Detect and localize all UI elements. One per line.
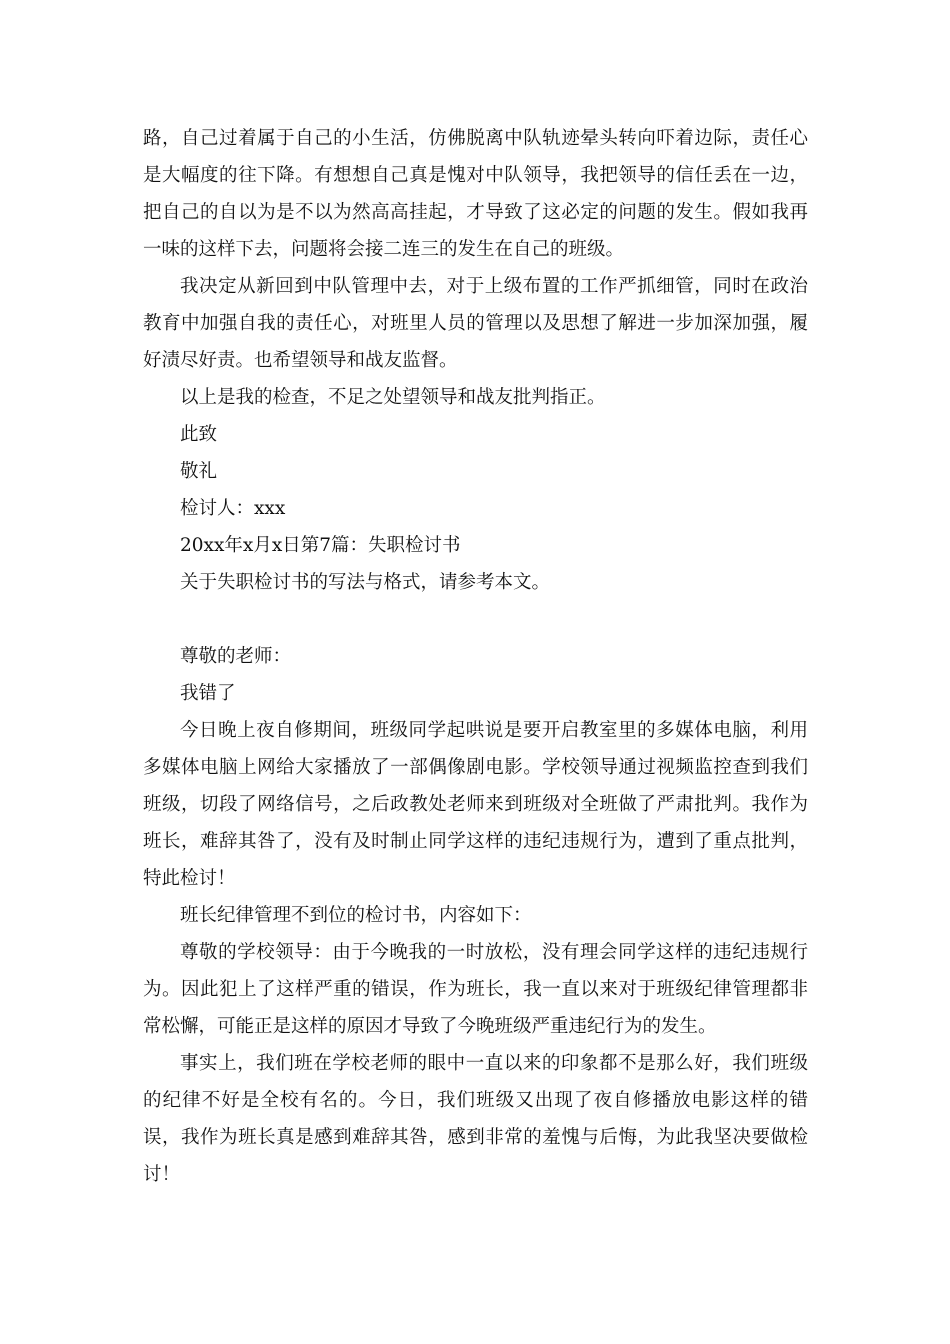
paragraph-to-school-leaders: 尊敬的学校领导：由于今晚我的一时放松，没有理会同学这样的违纪违规行为。因此犯上了这样严重的错误，作为班长，我一直以来对于班级纪律管理都非常松懈，可能正是这样的原因才导致了今晚班级严重违纪行为的发生。 <box>143 942 808 1037</box>
salutation-cizhi: 此致 <box>180 424 218 445</box>
document-body <box>143 120 808 1193</box>
paragraph-incident: 今日晚上夜自修期间，班级同学起哄说是要开启教室里的多媒体电脑，利用多媒体电脑上网给大家播放了一部偶像剧电影。学校领导通过视频监控查到我们班级，切段了网络信号，之后政教处老师来到班级对全班做了严肃批判。我作为班长，难辞其咎了，没有及时制止同学这样的违纪违规行为，遭到了重点批判，特此检讨！ <box>143 720 808 889</box>
statement-wrong: 我错了 <box>180 683 236 704</box>
section-intro: 关于失职检讨书的写法与格式，请参考本文。 <box>180 572 551 593</box>
signature-line: 检讨人：xxx <box>180 498 286 519</box>
paragraph-closing-request: 以上是我的检查，不足之处望领导和战友批判指正。 <box>180 387 606 408</box>
paragraph-in-fact: 事实上，我们班在学校老师的眼中一直以来的印象都不是那么好，我们班级的纪律不好是全校有名的。今日，我们班级又出现了夜自修播放电影这样的错误，我作为班长真是感到难辞其咎，感到非常的羞愧与后悔，为此我坚决要做检讨！ <box>143 1053 808 1185</box>
paragraph-subtitle: 班长纪律管理不到位的检讨书，内容如下： <box>180 905 532 926</box>
paragraph-continuation: 路，自己过着属于自己的小生活，仿佛脱离中队轨迹晕头转向吓着边际，责任心是大幅度的往下降。有想想自己真是愧对中队领导，我把领导的信任丢在一边，把自己的自以为是不以为然高高挂起，才导致了这必定的问题的发生。假如我再一味的这样下去，问题将会接二连三的发生在自己的班级。 <box>143 128 808 260</box>
paragraph-decision: 我决定从新回到中队管理中去，对于上级布置的工作严抓细管，同时在政治教育中加强自我的责任心，对班里人员的管理以及思想了解进一步加深加强，履好渍尽好责。也希望领导和战友监督。 <box>143 276 808 371</box>
blank-line <box>143 601 808 638</box>
date-and-section-title: 20xx年x月x日第7篇：失职检讨书 <box>180 535 461 556</box>
greeting-teacher: 尊敬的老师： <box>180 646 292 667</box>
salutation-jingli: 敬礼 <box>180 461 218 482</box>
